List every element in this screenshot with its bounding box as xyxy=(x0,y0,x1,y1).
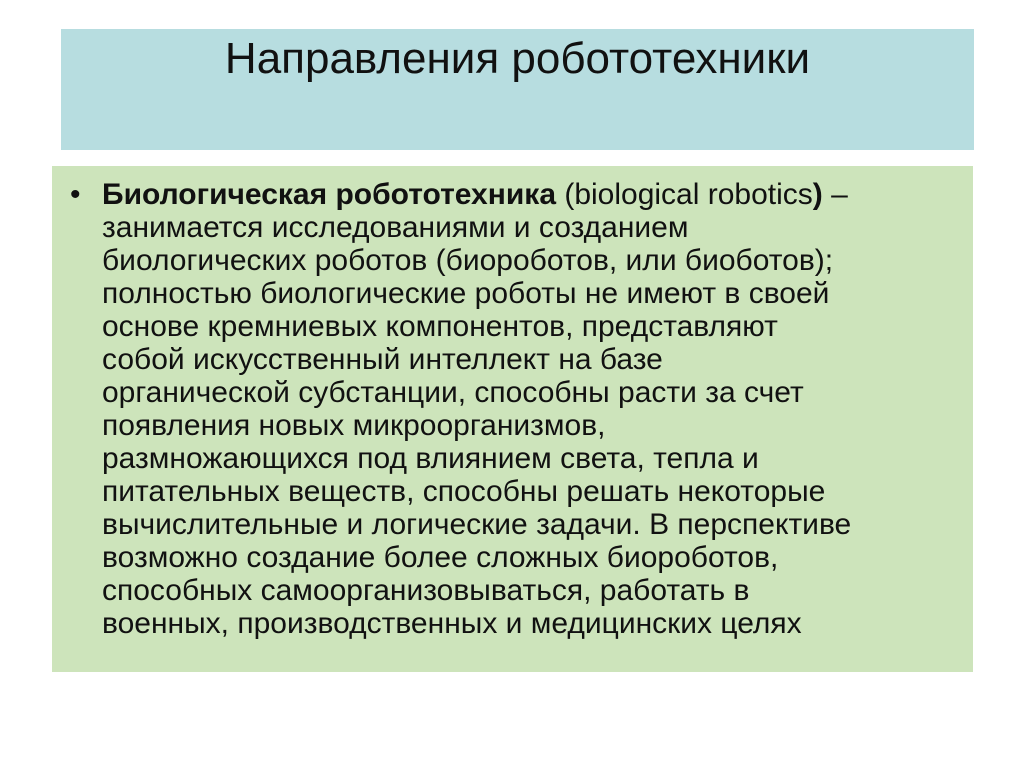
first-line xyxy=(102,178,964,211)
term-close-paren: ) xyxy=(812,178,823,211)
text-line: органической субстанции, способны расти за счет xyxy=(102,376,804,409)
bullet-marker: • xyxy=(70,178,81,211)
bold-term: Биологическая робототехника xyxy=(102,178,556,211)
text-line: появления новых микроорганизмов, xyxy=(102,409,606,442)
title-panel xyxy=(61,29,974,150)
term-dash: – xyxy=(822,178,848,211)
text-line: способных самоорганизовываться, работать в xyxy=(102,574,750,607)
text-line: военных, производственных и медицинских целях xyxy=(102,607,802,640)
text-line: вычислительные и логические задачи. В перспективе xyxy=(102,508,852,541)
text-line: основе кремниевых компонентов, представляют xyxy=(102,310,778,343)
term-english: (biological robotics xyxy=(556,178,813,211)
text-line: питательных веществ, способны решать некоторые xyxy=(102,475,826,508)
text-line: полностью биологические роботы не имеют в своей xyxy=(102,277,830,310)
content-panel xyxy=(52,166,973,672)
text-line: собой искусственный интеллект на базе xyxy=(102,343,663,376)
text-line: биологических роботов (биороботов, или биоботов); xyxy=(102,244,834,277)
text-line: размножающихся под влиянием света, тепла и xyxy=(102,442,759,475)
text-line: занимается исследованиями и созданием xyxy=(102,211,689,244)
text-line: возможно создание более сложных биороботов, xyxy=(102,541,779,574)
slide-title: Направления робототехники xyxy=(224,34,811,83)
bullet-paragraph xyxy=(102,178,964,640)
